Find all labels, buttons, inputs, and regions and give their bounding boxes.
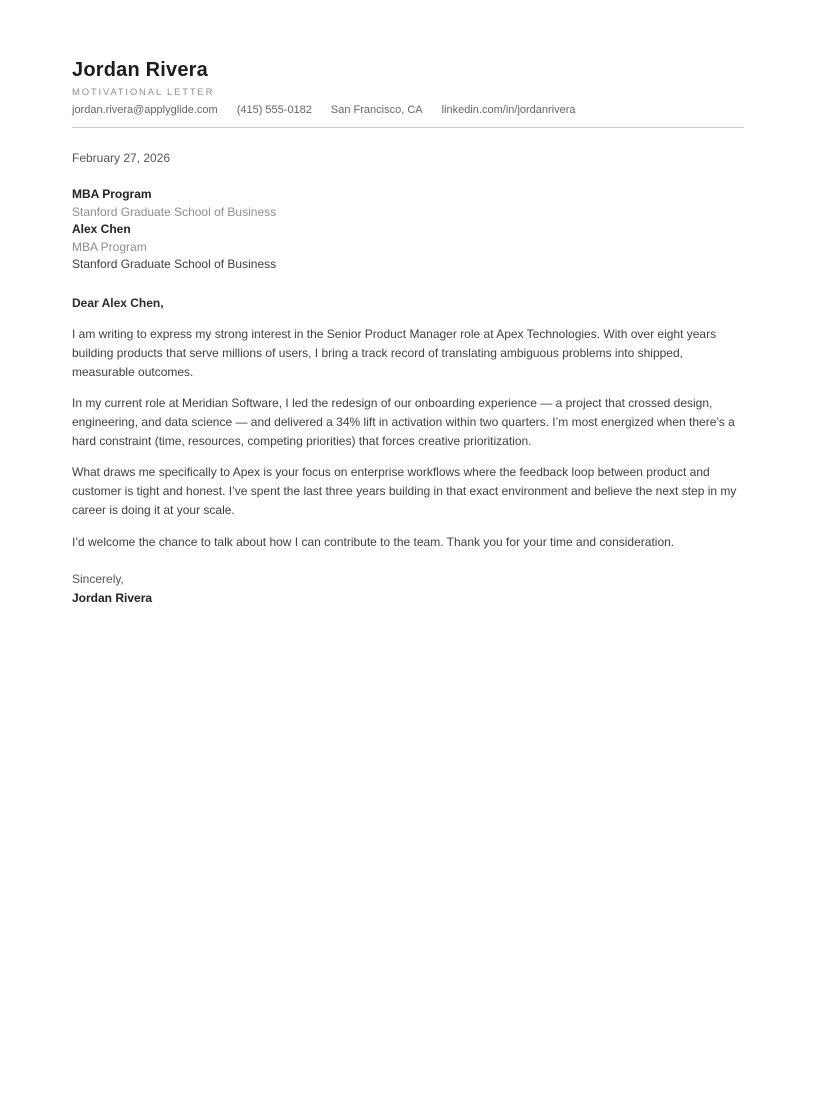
contact-email: jordan.rivera@applyglide.com xyxy=(72,104,218,116)
letter-header xyxy=(72,60,744,128)
contact-phone: (415) 555-0182 xyxy=(236,104,312,116)
sender-name: Jordan Rivera xyxy=(72,59,208,81)
valediction: Sincerely, xyxy=(72,572,124,587)
recipient-contact-program: MBA Program xyxy=(72,239,147,254)
contact-row xyxy=(72,104,744,117)
body-paragraph: I’d welcome the chance to talk about how I can contribute to the team. Thank you for your time and consideration. xyxy=(72,534,675,549)
document-type-label: MOTIVATIONAL LETTER xyxy=(72,87,215,98)
body-paragraph: What draws me specifically to Apex is your focus on enterprise workflows where the feedback loop between product and customer is tight and honest. I’ve spent the last three years building in that exact environment and believe the next step in my career is doing it at your scale. xyxy=(72,465,737,517)
letter-body xyxy=(72,325,744,551)
contact-linkedin: linkedin.com/in/jordanrivera xyxy=(441,104,576,116)
letter-date: February 27, 2026 xyxy=(72,151,171,165)
closing-block xyxy=(72,570,744,607)
salutation: Dear Alex Chen, xyxy=(72,295,164,310)
header-divider xyxy=(72,127,744,128)
contact-location: San Francisco, CA xyxy=(330,104,423,116)
recipient-contact-school: Stanford Graduate School of Business xyxy=(72,257,277,271)
body-paragraph: I am writing to express my strong interest in the Senior Product Manager role at Apex Technologies. With over eight years building products that serve millions of users, I bring a track record of translating ambiguous problems into shipped, measurable outcomes. xyxy=(72,327,717,379)
recipient-block xyxy=(72,186,744,274)
body-paragraph: In my current role at Meridian Software, I led the redesign of our onboarding experience — a project that crossed design, engineering, and data science — and delivered a 34% lift in activation within two quarters. I’m most energized when there’s a hard constraint (time, resources, competing priorities) that forces creative prioritization. xyxy=(72,396,735,448)
recipient-contact-name: Alex Chen xyxy=(72,222,131,236)
recipient-program: MBA Program xyxy=(72,187,152,201)
signature-name: Jordan Rivera xyxy=(72,590,153,605)
recipient-school: Stanford Graduate School of Business xyxy=(72,204,277,219)
